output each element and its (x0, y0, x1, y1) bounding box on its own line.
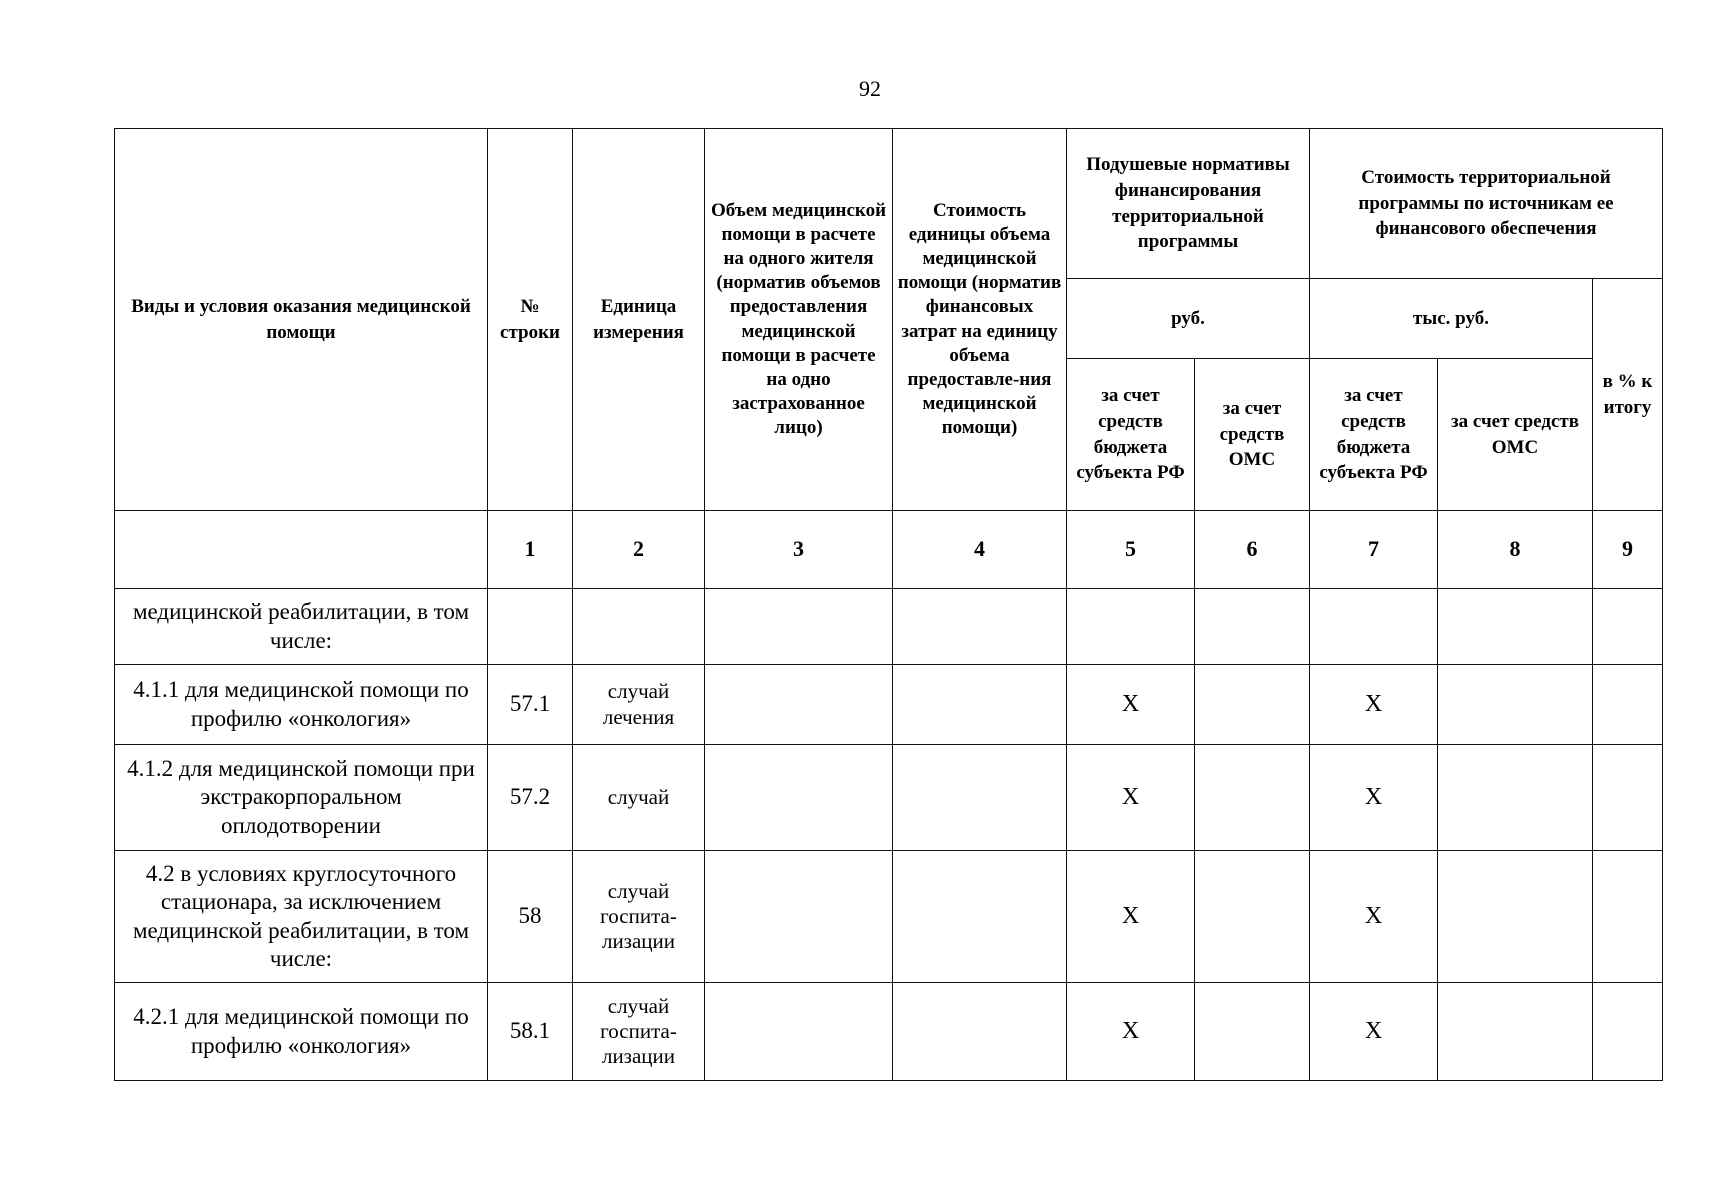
column-number: 9 (1593, 511, 1663, 589)
row-number-cell: 58.1 (488, 983, 573, 1081)
volume-cell (705, 745, 893, 851)
care-type-cell: медицинской реабилитации, в том числе: (115, 589, 488, 665)
unit-cell: случай (573, 745, 705, 851)
column-number: 7 (1310, 511, 1438, 589)
column-number: 2 (573, 511, 705, 589)
row-number-cell: 57.2 (488, 745, 573, 851)
oms-per-capita-cell (1195, 983, 1310, 1081)
cost-cell (893, 851, 1067, 983)
header-oms-program: за счет средств ОМС (1438, 359, 1593, 511)
budget-per-capita-cell: X (1067, 851, 1195, 983)
oms-program-cell (1438, 983, 1593, 1081)
oms-per-capita-cell (1195, 589, 1310, 665)
budget-per-capita-cell (1067, 589, 1195, 665)
care-type-cell: 4.2 в условиях круглосуточного стационара, за исключением медицинской реабилитации, в том числе: (115, 851, 488, 983)
header-percent-of-total: в % к итогу (1593, 279, 1663, 511)
budget-program-cell: X (1310, 665, 1438, 745)
percent-cell (1593, 851, 1663, 983)
column-number: 5 (1067, 511, 1195, 589)
column-number: 1 (488, 511, 573, 589)
budget-program-cell: X (1310, 983, 1438, 1081)
column-number (115, 511, 488, 589)
column-number: 6 (1195, 511, 1310, 589)
oms-per-capita-cell (1195, 851, 1310, 983)
column-number: 3 (705, 511, 893, 589)
cost-cell (893, 665, 1067, 745)
percent-cell (1593, 589, 1663, 665)
budget-per-capita-cell: X (1067, 983, 1195, 1081)
oms-program-cell (1438, 745, 1593, 851)
table-row (115, 665, 1663, 745)
row-number-cell: 58 (488, 851, 573, 983)
volume-cell (705, 851, 893, 983)
header-program-cost: Стоимость территориальной программы по источникам ее финансового обеспечения (1310, 129, 1663, 279)
header-oms-per-capita: за счет средств ОМС (1195, 359, 1310, 511)
oms-per-capita-cell (1195, 665, 1310, 745)
budget-per-capita-cell: X (1067, 665, 1195, 745)
column-number: 8 (1438, 511, 1593, 589)
header-unit: Единица измерения (573, 129, 705, 511)
oms-program-cell (1438, 851, 1593, 983)
oms-per-capita-cell (1195, 745, 1310, 851)
table-row (115, 589, 1663, 665)
header-budget-per-capita: за счет средств бюджета субъекта РФ (1067, 359, 1195, 511)
volume-cell (705, 589, 893, 665)
care-type-cell: 4.1.2 для медицинской помощи при экстракорпоральном оплодотворении (115, 745, 488, 851)
percent-cell (1593, 665, 1663, 745)
table-row (115, 745, 1663, 851)
header-volume: Объем медицинской помощи в расчете на одного жителя (норматив объемов предоставления медицинской помощи в расчете на одно застрахованное лицо) (705, 129, 893, 511)
header-thousand-rub: тыс. руб. (1310, 279, 1593, 359)
unit-cell: случай госпита-лизации (573, 983, 705, 1081)
unit-cell: случай лечения (573, 665, 705, 745)
header-type-of-care: Виды и условия оказания медицинской помощи (115, 129, 488, 511)
column-number: 4 (893, 511, 1067, 589)
percent-cell (1593, 745, 1663, 851)
page-number: 92 (859, 76, 881, 101)
column-number-row (115, 511, 1663, 589)
cost-cell (893, 983, 1067, 1081)
oms-program-cell (1438, 665, 1593, 745)
header-unit-cost: Стоимость единицы объема медицинской помощи (норматив финансовых затрат на единицу объема предоставле-ния медицинской помощи) (893, 129, 1067, 511)
volume-cell (705, 665, 893, 745)
row-number-cell (488, 589, 573, 665)
care-type-cell: 4.1.1 для медицинской помощи по профилю «онкология» (115, 665, 488, 745)
budget-program-cell: X (1310, 745, 1438, 851)
header-rub: руб. (1067, 279, 1310, 359)
table-row (115, 851, 1663, 983)
cost-cell (893, 589, 1067, 665)
budget-program-cell: X (1310, 851, 1438, 983)
care-type-cell: 4.2.1 для медицинской помощи по профилю «онкология» (115, 983, 488, 1081)
header-budget-program: за счет средств бюджета субъекта РФ (1310, 359, 1438, 511)
volume-cell (705, 983, 893, 1081)
unit-cell: случай госпита-лизации (573, 851, 705, 983)
budget-per-capita-cell: X (1067, 745, 1195, 851)
cost-cell (893, 745, 1067, 851)
header-per-capita-standards: Подушевые нормативы финансирования территориальной программы (1067, 129, 1310, 279)
oms-program-cell (1438, 589, 1593, 665)
budget-program-cell (1310, 589, 1438, 665)
financing-table (114, 128, 1663, 1081)
table-row (115, 983, 1663, 1081)
percent-cell (1593, 983, 1663, 1081)
unit-cell (573, 589, 705, 665)
header-row-number: № строки (488, 129, 573, 511)
row-number-cell: 57.1 (488, 665, 573, 745)
